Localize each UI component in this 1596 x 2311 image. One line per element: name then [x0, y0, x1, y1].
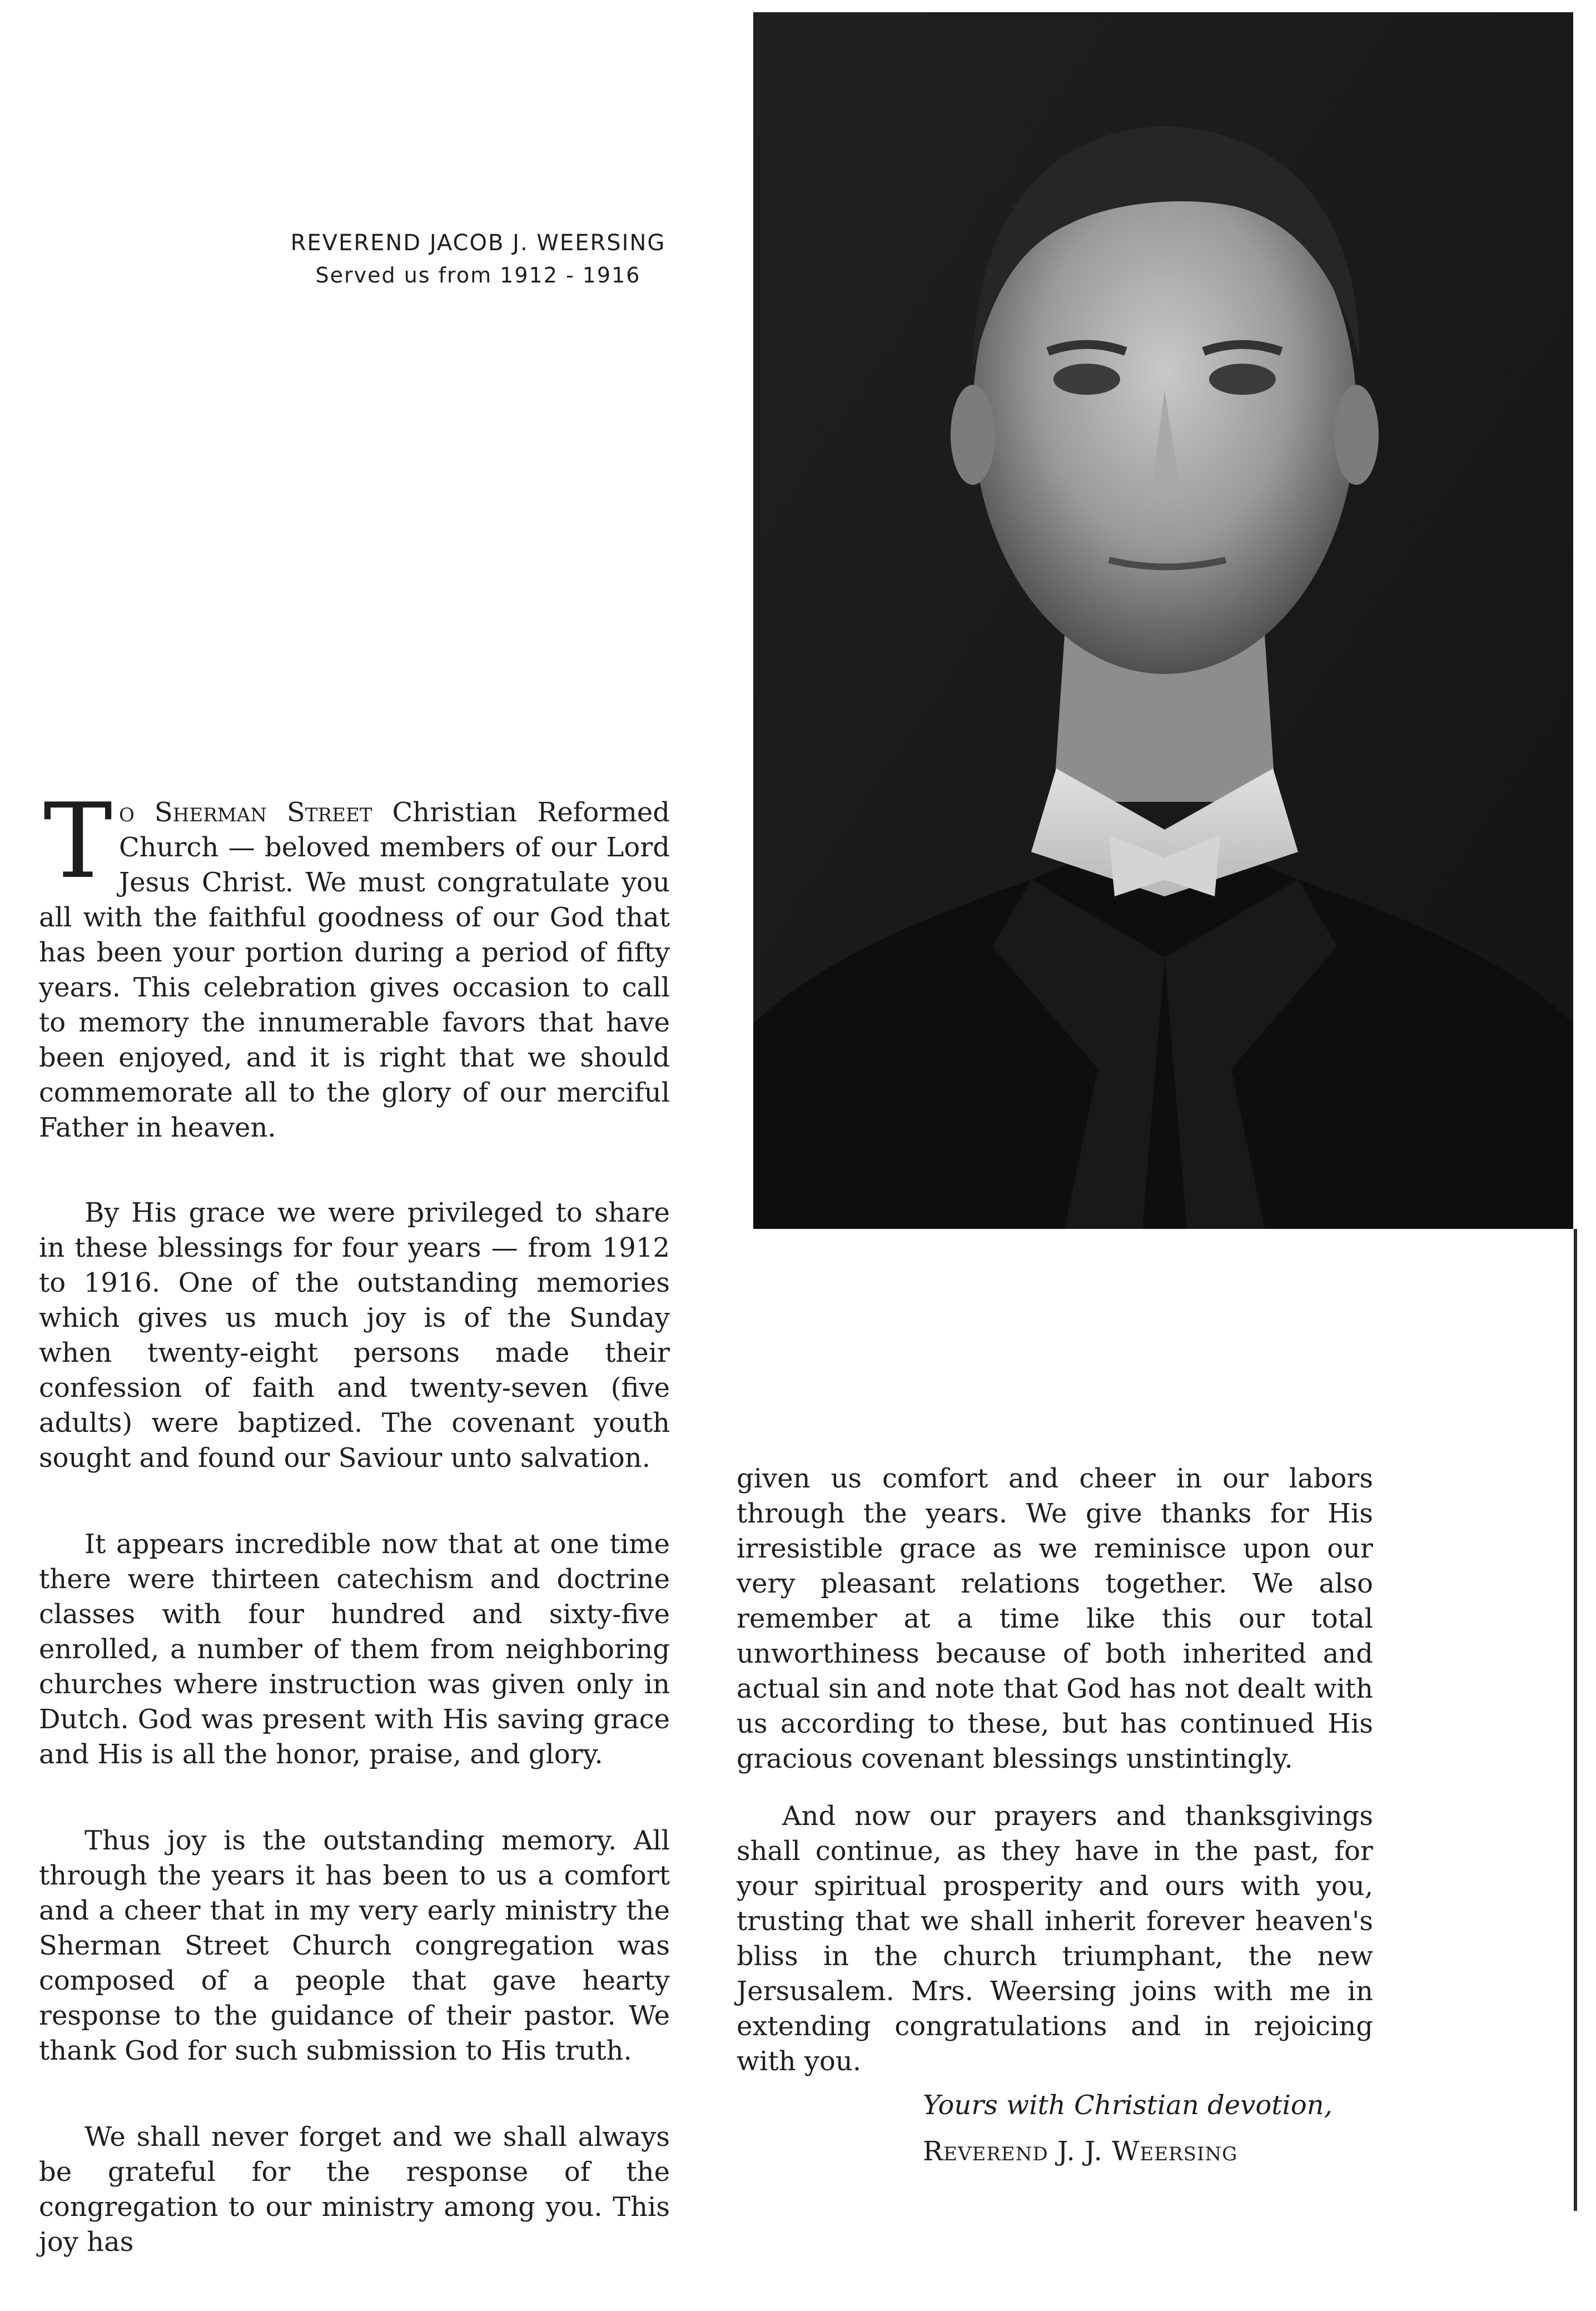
caption-dates: Served us from 1912 - 1916 [315, 263, 641, 287]
letter-paragraph-1 [39, 781, 670, 1145]
salutation-smallcaps: o Sherman Street [119, 797, 372, 828]
letter-paragraph-6: And now our prayers and thanksgivings shall continue, as they have in the past, for your spiritual prosperity and ours with you, trusting that we shall inherit forever heaven's bliss in the church triumphant, the new Jersusalem. Mrs. Weersing joins with me in extending congratulations and in rejoicing with you. [737, 1801, 1373, 2077]
portrait-illustration [753, 12, 1573, 1229]
letter-paragraph-5-continued: given us comfort and cheer in our labors through the years. We give thanks for His irresistible grace as we reminisce upon our very pleasant relations together. We also remember at a time like this our total unworthiness because of both inherited and actual sin and note that God has not dealt with us according to these, but has continued His gracious covenant blessings unstintingly. [737, 1463, 1373, 1774]
letter-column-right [737, 1461, 1373, 2130]
letter-paragraph-3: It appears incredible now that at one time there were thirteen catechism and doctrine classes with four hundred and sixty-five enrolled, a number of them from neighboring churches where instruction was given only in Dutch. God was present with His saving grace and His is all the honor, praise, and glory. [39, 1529, 670, 1770]
letter-paragraph-4: Thus joy is the outstanding memory. All through the years it has been to us a comfort and a cheer that in my very early ministry the Sherman Street Church congregation was composed of a people that gave hearty response to the guidance of their pastor. We thank God for such submission to His truth. [39, 1825, 670, 2066]
portrait-photo [753, 12, 1573, 1229]
photo-caption [239, 227, 717, 291]
caption-name: REVEREND JACOB J. WEERSING [290, 230, 666, 256]
closing-salutation: Yours with Christian devotion, [923, 2090, 1333, 2121]
drop-cap: T [43, 781, 113, 901]
letter-paragraph-5: We shall never forget and we shall always be grateful for the response of the congregation to our ministry among you. This joy has [39, 2121, 670, 2258]
letter-paragraph-2: By His grace we were privileged to share in these blessings for four years — from 1912 to 1916. One of the outstanding memories which gives us much joy is of the Sunday when twenty-eight persons made their confession of faith and twenty-seven (five adults) were baptized. The covenant youth sought and found our Saviour unto salvation. [39, 1197, 670, 1474]
paragraph-1-text: Christian Reformed Church — beloved members of our Lord Jesus Christ. We must congratulate you all with the faithful goodness of our God that has been your portion during a period of fifty years. This celebration gives occasion to call to memory the innumerable favors that have been enjoyed, and it is right that we should commemorate all to the glory of our merciful Father in heaven. [39, 797, 670, 1143]
page-edge-rule [1574, 1229, 1577, 2211]
signature: Reverend J. J. Weersing [923, 2136, 1238, 2167]
letter-column-left [39, 781, 670, 2311]
